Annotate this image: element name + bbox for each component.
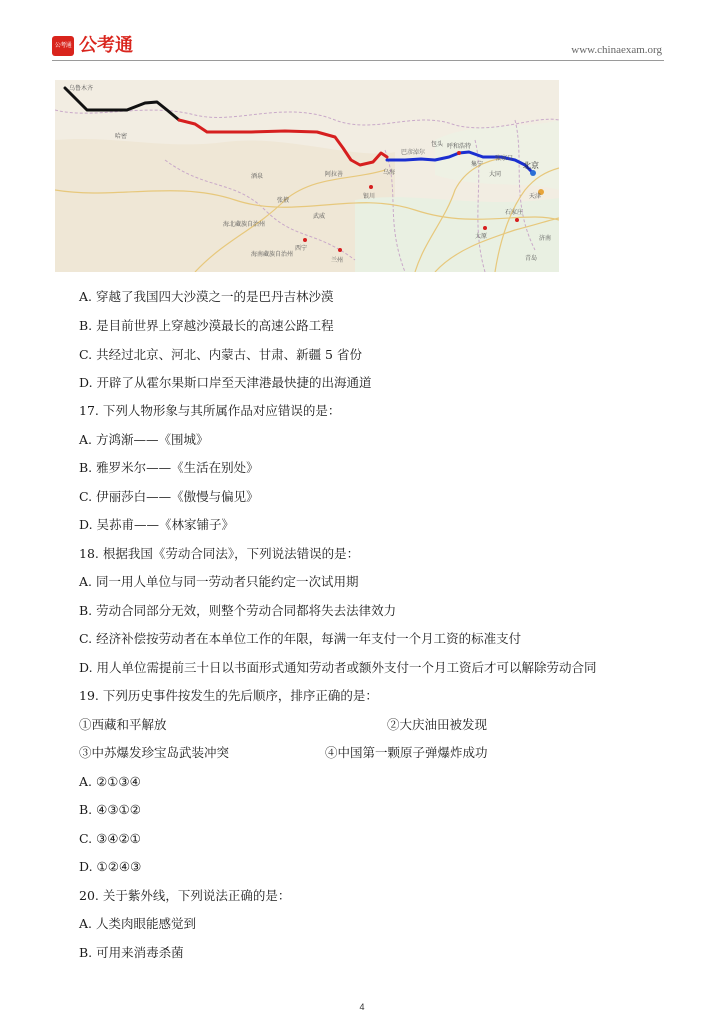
map-city-yinchuan [369,185,373,189]
map-label: 乌鲁木齐 [69,85,94,92]
map-city-shijiazhuang [515,218,519,222]
logo-badge: 公考通 [52,36,74,56]
route-map-svg [55,80,559,272]
q19-option-c: C. ③④②① [79,831,141,846]
map-city-xining [303,238,307,242]
page-header [52,34,664,60]
q18-option-c: C. 经济补偿按劳动者在本单位工作的年限，每满一年支付一个月工资的标准支付 [79,631,522,646]
map-label: 北京 [523,161,539,170]
map-label: 张家口 [495,155,514,162]
q17-option-d: D. 吴荪甫——《林家铺子》 [79,517,235,532]
q18-option-a: A. 同一用人单位与同一劳动者只能约定一次试用期 [79,574,359,589]
q17-option-b: B. 雅罗米尔——《生活在别处》 [79,460,259,475]
q20-stem: 20. 关于紫外线，下列说法正确的是： [79,888,291,903]
q16-option-a: A. 穿越了我国四大沙漠之一的是巴丹吉林沙漠 [79,289,334,304]
map-label: 巴彦淖尔 [401,149,426,156]
q17-stem: 17. 下列人物形象与其所属作品对应错误的是： [79,403,341,418]
header-divider [52,60,664,61]
map-label: 包头 [431,141,444,148]
q16-option-d: D. 开辟了从霍尔果斯口岸至天津港最快捷的出海通道 [79,375,372,390]
map-city-lanzhou [338,248,342,252]
q16-option-b: B. 是目前世界上穿越沙漠最长的高速公路工程 [79,318,334,333]
map-label: 张掖 [277,197,290,204]
map-label: 太原 [475,233,488,240]
q16-option-c: C. 共经过北京、河北、内蒙古、甘肃、新疆 5 省份 [79,347,362,362]
map-label: 阿拉善 [325,171,344,178]
q19-option-b: B. ④③①② [79,802,141,817]
map-label: 乌海 [383,169,396,176]
map-label: 海南藏族自治州 [251,251,294,258]
map-label: 青岛 [525,255,538,262]
site-url: www.chinaexam.org [571,44,662,56]
q19-option-a: A. ②①③④ [79,774,141,789]
page-number: 4 [359,1002,365,1012]
map-terrain-desert [55,139,395,272]
map-label: 石家庄 [505,209,524,216]
map-label: 集宁 [471,161,484,168]
logo-text: 公考通 [79,35,133,56]
map-city-hohhot [457,151,461,155]
route-map [55,80,559,272]
map-label: 济南 [539,235,552,242]
map-label: 酒泉 [251,173,264,180]
map-city-taiyuan [483,226,487,230]
q20-option-b: B. 可用来消毒杀菌 [79,945,184,960]
map-city-beijing [530,170,536,176]
q17-option-a: A. 方鸿渐——《围城》 [79,432,209,447]
q19-option-d: D. ①②④③ [79,859,142,874]
q20-option-a: A. 人类肉眼能感觉到 [79,916,196,931]
q18-stem: 18. 根据我国《劳动合同法》，下列说法错误的是： [79,546,360,561]
q19-stem: 19. 下列历史事件按发生的先后顺序，排序正确的是： [79,688,378,703]
q17-option-c: C. 伊丽莎白——《傲慢与偏见》 [79,489,259,504]
map-label: 大同 [489,171,502,178]
q19-event-1: ①西藏和平解放 [79,717,167,732]
map-label: 兰州 [331,257,344,264]
map-label: 呼和浩特 [447,143,472,150]
q19-event-2: ②大庆油田被发现 [387,717,488,732]
map-label: 天津 [529,193,542,200]
map-label: 哈密 [115,133,128,140]
map-label: 银川 [363,193,376,200]
q19-event-3: ③中苏爆发珍宝岛武装冲突 [79,745,230,760]
map-label: 武威 [313,213,326,220]
q19-event-4: ④中国第一颗原子弹爆炸成功 [325,745,488,760]
q18-option-d: D. 用人单位需提前三十日以书面形式通知劳动者或额外支付一个月工资后才可以解除劳动合同 [79,660,597,675]
map-label: 海北藏族自治州 [223,221,266,228]
q18-option-b: B. 劳动合同部分无效，则整个劳动合同都将失去法律效力 [79,603,397,618]
map-label: 西宁 [295,245,308,252]
